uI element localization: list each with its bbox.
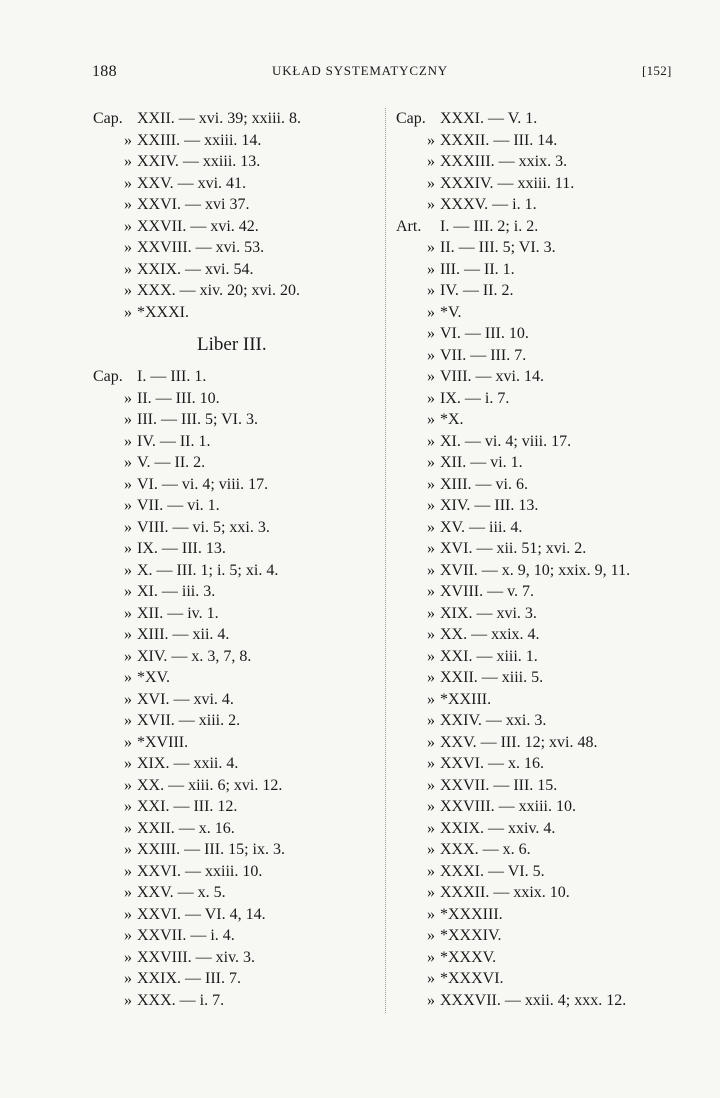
ditto-mark: »: [124, 282, 132, 299]
index-entry: [93, 603, 363, 625]
ditto-mark: »: [427, 991, 435, 1009]
entry-reference: XXXI. — V. 1.: [440, 110, 538, 127]
index-entry: [93, 280, 363, 302]
index-entry: [396, 302, 706, 324]
entry-reference: XXIX. — xvi. 54.: [137, 260, 254, 278]
index-entry: [396, 925, 706, 947]
entry-reference: XXIII. — xxiii. 14.: [137, 131, 262, 149]
index-entry: [93, 431, 363, 453]
entry-reference: XXVI. — xvi 37.: [137, 196, 250, 213]
ditto-mark: »: [427, 862, 435, 880]
entry-reference: XXXV. — i. 1.: [440, 196, 537, 213]
entry-reference: XXVII. — III. 15.: [440, 776, 558, 794]
index-entry: [396, 603, 706, 625]
ditto-mark: »: [427, 626, 435, 643]
ditto-mark: »: [124, 389, 132, 407]
entry-reference: XIX. — xvi. 3.: [440, 604, 537, 622]
ditto-mark: »: [427, 411, 435, 428]
ditto-mark: »: [124, 518, 132, 536]
index-entry: [93, 388, 363, 410]
entry-reference: I. — III. 1.: [137, 368, 207, 385]
ditto-mark: »: [427, 583, 435, 600]
entry-reference: XXI. — xiii. 1.: [440, 647, 538, 665]
entry-reference: VIII. — vi. 5; xxi. 3.: [137, 518, 270, 536]
index-entry: [396, 689, 706, 711]
entry-reference: *XXIII.: [440, 690, 492, 708]
entry-reference: XIII. — vi. 6.: [440, 475, 528, 493]
ditto-mark: »: [427, 303, 435, 321]
ditto-mark: »: [124, 411, 132, 428]
index-entry: [93, 710, 363, 732]
entry-reference: XXVIII. — xiv. 3.: [137, 948, 256, 966]
entry-reference: *XVIII.: [137, 733, 189, 751]
index-entry: [93, 108, 363, 130]
index-entry: [93, 216, 363, 238]
index-entry: [396, 667, 706, 689]
index-entry: [396, 560, 706, 582]
ditto-mark: »: [427, 755, 435, 772]
entry-reference: XXVI. — x. 16.: [440, 755, 544, 772]
entry-reference: XXVIII. — xvi. 53.: [137, 239, 265, 256]
ditto-mark: »: [124, 776, 132, 794]
ditto-mark: »: [427, 518, 435, 536]
ditto-mark: »: [427, 884, 435, 901]
entry-reference: XXX. — x. 6.: [440, 841, 531, 858]
ditto-mark: »: [427, 798, 435, 815]
ditto-mark: »: [427, 260, 435, 278]
entry-reference: XIV. — III. 13.: [440, 497, 539, 514]
index-entry: [93, 753, 363, 775]
index-entry: [396, 861, 706, 883]
entry-reference: XX. — xiii. 6; xvi. 12.: [137, 776, 283, 794]
index-entry: [396, 947, 706, 969]
index-entry: [93, 839, 363, 861]
ditto-mark: »: [124, 583, 132, 600]
entry-reference: IV. — II. 2.: [440, 282, 514, 299]
index-entry: [396, 216, 706, 238]
ditto-mark: »: [124, 196, 132, 213]
index-entry: [93, 818, 363, 840]
entry-reference: XI. — vi. 4; viii. 17.: [440, 432, 572, 450]
index-entry: [396, 345, 706, 367]
entry-reference: XXXII. — xxix. 10.: [440, 884, 570, 901]
entry-reference: XXXVII. — xxii. 4; xxx. 12.: [440, 991, 627, 1009]
index-entry: [93, 366, 363, 388]
ditto-mark: »: [427, 153, 435, 170]
index-entry: [93, 968, 363, 990]
index-entry: [396, 280, 706, 302]
index-entry: [396, 108, 706, 130]
ditto-mark: »: [427, 948, 435, 966]
entry-reference: XXIV. — xxi. 3.: [440, 712, 547, 729]
ditto-mark: »: [124, 303, 132, 321]
index-entry: [93, 302, 363, 324]
ditto-mark: »: [427, 905, 435, 923]
entry-label: Cap.: [93, 368, 123, 385]
ditto-mark: »: [124, 970, 132, 987]
ditto-mark: »: [427, 927, 435, 944]
index-entry: [93, 259, 363, 281]
index-entry: [396, 753, 706, 775]
index-entry: [396, 495, 706, 517]
ditto-mark: »: [124, 260, 132, 278]
index-entry: [93, 667, 363, 689]
ditto-mark: »: [124, 475, 132, 493]
entry-reference: *XXXV.: [440, 948, 497, 966]
entry-reference: XXV. — III. 12; xvi. 48.: [440, 733, 598, 751]
entry-reference: XXVII. — xvi. 42.: [137, 217, 259, 235]
ditto-mark: »: [124, 131, 132, 149]
entry-reference: XXIX. — III. 7.: [137, 970, 241, 987]
entry-reference: XXV. — x. 5.: [137, 884, 226, 901]
ditto-mark: »: [124, 927, 132, 944]
index-entry: [93, 861, 363, 883]
entry-reference: XXIX. — xxiv. 4.: [440, 819, 556, 837]
ditto-mark: »: [124, 454, 132, 471]
ditto-mark: »: [427, 540, 435, 557]
ditto-mark: »: [427, 174, 435, 192]
ditto-mark: »: [427, 346, 435, 364]
entry-reference: *XV.: [137, 669, 171, 686]
entry-reference: VI. — III. 10.: [440, 325, 529, 342]
index-entry: [396, 775, 706, 797]
index-entry: [396, 968, 706, 990]
ditto-mark: »: [427, 239, 435, 256]
index-entry: [396, 409, 706, 431]
index-entry: [396, 259, 706, 281]
ditto-mark: »: [427, 690, 435, 708]
index-entry: [93, 538, 363, 560]
ditto-mark: »: [124, 841, 132, 858]
index-entry: [396, 323, 706, 345]
ditto-mark: »: [124, 733, 132, 751]
index-entry: [93, 495, 363, 517]
index-entry: [93, 452, 363, 474]
entry-reference: XVII. — x. 9, 10; xxix. 9, 11.: [440, 561, 631, 579]
index-entry: [396, 732, 706, 754]
ditto-mark: »: [427, 970, 435, 987]
ditto-mark: »: [427, 604, 435, 622]
entry-reference: XXII. — x. 16.: [137, 819, 235, 837]
ditto-mark: »: [427, 841, 435, 858]
ditto-mark: »: [427, 776, 435, 794]
entry-reference: XX. — xxix. 4.: [440, 626, 540, 643]
ditto-mark: »: [124, 626, 132, 643]
ditto-mark: »: [124, 432, 132, 450]
ditto-mark: »: [124, 239, 132, 256]
index-entry: [396, 366, 706, 388]
index-entry: [93, 990, 363, 1012]
entry-reference: VII. — III. 7.: [440, 346, 527, 364]
entry-label: Cap.: [93, 110, 123, 127]
entry-reference: VI. — vi. 4; viii. 17.: [137, 475, 269, 493]
ditto-mark: »: [124, 561, 132, 579]
entry-reference: VII. — vi. 1.: [137, 497, 220, 514]
entry-reference: XXII. — xiii. 5.: [440, 669, 544, 686]
ditto-mark: »: [427, 454, 435, 471]
index-entry: [396, 624, 706, 646]
index-entry: [396, 151, 706, 173]
column-divider: [385, 108, 386, 1013]
ditto-mark: »: [427, 647, 435, 665]
ditto-mark: »: [124, 153, 132, 170]
entry-reference: III. — III. 5; VI. 3.: [137, 411, 259, 428]
index-entry: [93, 947, 363, 969]
entry-reference: IV. — II. 1.: [137, 432, 211, 450]
index-entry: [93, 581, 363, 603]
entry-reference: XVI. — xii. 51; xvi. 2.: [440, 540, 587, 557]
ditto-mark: »: [124, 905, 132, 923]
entry-reference: XII. — iv. 1.: [137, 604, 219, 622]
ditto-mark: »: [427, 819, 435, 837]
index-entry: [396, 904, 706, 926]
ditto-mark: »: [427, 432, 435, 450]
index-entry: [396, 474, 706, 496]
index-entry: [93, 517, 363, 539]
right-column: [396, 108, 706, 1011]
entry-reference: I. — III. 2; i. 2.: [440, 217, 539, 235]
index-entry: [93, 474, 363, 496]
index-entry: [396, 237, 706, 259]
index-entry: [396, 194, 706, 216]
entry-reference: XXX. — i. 7.: [137, 991, 225, 1009]
entry-reference: XXX. — xiv. 20; xvi. 20.: [137, 282, 300, 299]
entry-reference: *X.: [440, 411, 464, 428]
index-entry: [93, 151, 363, 173]
index-entry: [396, 581, 706, 603]
index-entry: [93, 624, 363, 646]
index-entry: [396, 173, 706, 195]
index-entry: [396, 431, 706, 453]
entry-reference: X. — III. 1; i. 5; xi. 4.: [137, 561, 279, 579]
entry-reference: V. — II. 2.: [137, 454, 206, 471]
entry-reference: VIII. — xvi. 14.: [440, 368, 544, 385]
index-entry: [93, 237, 363, 259]
entry-reference: XVI. — xvi. 4.: [137, 690, 234, 708]
index-entry: [93, 409, 363, 431]
entry-reference: XXXII. — III. 14.: [440, 131, 558, 149]
ditto-mark: »: [124, 497, 132, 514]
index-entry: [396, 818, 706, 840]
index-entry: [396, 710, 706, 732]
index-entry: [93, 689, 363, 711]
index-entry: [396, 796, 706, 818]
entry-reference: XXIV. — xxiii. 13.: [137, 153, 261, 170]
entry-reference: XXVII. — i. 4.: [137, 927, 235, 944]
entry-reference: XIV. — x. 3, 7, 8.: [137, 647, 252, 665]
ditto-mark: »: [124, 690, 132, 708]
entry-reference: II. — III. 10.: [137, 389, 220, 407]
ditto-mark: »: [124, 755, 132, 772]
page-number: 188: [92, 63, 117, 80]
ditto-mark: »: [427, 712, 435, 729]
running-title: UKŁAD SYSTEMATYCZNY: [272, 63, 448, 78]
ditto-mark: »: [427, 196, 435, 213]
ditto-mark: »: [124, 948, 132, 966]
ditto-mark: »: [427, 325, 435, 342]
entry-reference: XXV. — xvi. 41.: [137, 174, 247, 192]
entry-reference: II. — III. 5; VI. 3.: [440, 239, 556, 256]
ditto-mark: »: [124, 991, 132, 1009]
entry-reference: XXXIII. — xxix. 3.: [440, 153, 568, 170]
entry-reference: XII. — vi. 1.: [440, 454, 523, 471]
entry-reference: XVII. — xiii. 2.: [137, 712, 241, 729]
index-entry: [396, 839, 706, 861]
index-entry: [93, 130, 363, 152]
index-entry: [396, 538, 706, 560]
entry-reference: *XXXIV.: [440, 927, 502, 944]
ditto-mark: »: [124, 604, 132, 622]
entry-reference: XXVI. — xxiii. 10.: [137, 862, 263, 880]
ditto-mark: »: [124, 540, 132, 557]
ditto-mark: »: [124, 712, 132, 729]
ditto-mark: »: [124, 819, 132, 837]
index-entry: [93, 904, 363, 926]
ditto-mark: »: [124, 798, 132, 815]
index-entry: [93, 925, 363, 947]
index-entry: [93, 775, 363, 797]
bracketed-page-number: [152]: [642, 63, 672, 78]
ditto-mark: »: [427, 131, 435, 149]
ditto-mark: »: [427, 497, 435, 514]
index-entry: [93, 646, 363, 668]
entry-reference: *XXXI.: [137, 303, 189, 321]
ditto-mark: »: [427, 733, 435, 751]
ditto-mark: »: [427, 282, 435, 299]
entry-label: Art.: [396, 217, 422, 235]
entry-reference: XVIII. — v. 7.: [440, 583, 535, 600]
ditto-mark: »: [427, 368, 435, 385]
index-entry: [396, 388, 706, 410]
index-entry: [396, 452, 706, 474]
index-entry: [396, 990, 706, 1012]
entry-reference: *XXXVI.: [440, 970, 504, 987]
section-heading: Liber III.: [197, 334, 267, 355]
index-entry: [93, 560, 363, 582]
ditto-mark: »: [124, 217, 132, 235]
entry-reference: IX. — i. 7.: [440, 389, 510, 407]
entry-reference: XXVI. — VI. 4, 14.: [137, 905, 266, 923]
index-entry: [93, 882, 363, 904]
entry-reference: III. — II. 1.: [440, 260, 515, 278]
entry-reference: XXI. — III. 12.: [137, 798, 238, 815]
ditto-mark: »: [124, 174, 132, 192]
index-entry: [396, 882, 706, 904]
index-entry: [396, 130, 706, 152]
entry-reference: XXXIV. — xxiii. 11.: [440, 174, 575, 192]
ditto-mark: »: [427, 561, 435, 579]
entry-reference: *XXXIII.: [440, 905, 503, 923]
entry-reference: XXIII. — III. 15; ix. 3.: [137, 841, 285, 858]
index-entry: [93, 796, 363, 818]
ditto-mark: »: [124, 884, 132, 901]
ditto-mark: »: [124, 862, 132, 880]
index-entry: [93, 173, 363, 195]
entry-reference: XV. — iii. 4.: [440, 518, 523, 536]
index-entry: [396, 646, 706, 668]
entry-reference: IX. — III. 13.: [137, 540, 226, 557]
entry-reference: XI. — iii. 3.: [137, 583, 216, 600]
entry-reference: XIX. — xxii. 4.: [137, 755, 239, 772]
index-entry: [396, 517, 706, 539]
entry-reference: XXVIII. — xxiii. 10.: [440, 798, 576, 815]
index-entry: [93, 732, 363, 754]
entry-label: Cap.: [396, 110, 426, 127]
ditto-mark: »: [427, 389, 435, 407]
ditto-mark: »: [124, 647, 132, 665]
left-column: [93, 108, 363, 1011]
ditto-mark: »: [427, 475, 435, 493]
entry-reference: XXII. — xvi. 39; xxiii. 8.: [137, 110, 301, 127]
entry-reference: XXXI. — VI. 5.: [440, 862, 545, 880]
index-entry: [93, 194, 363, 216]
entry-reference: XIII. — xii. 4.: [137, 626, 230, 643]
entry-reference: *V.: [440, 303, 462, 321]
ditto-mark: »: [427, 669, 435, 686]
ditto-mark: »: [124, 669, 132, 686]
